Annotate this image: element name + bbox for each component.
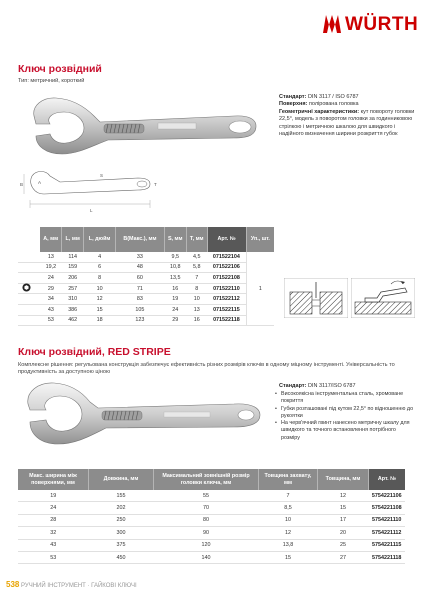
col-header: A, мм (40, 227, 62, 252)
brand-name: WÜRTH (345, 14, 419, 35)
col-header: Макс. ширина між поверхнями, мм (18, 469, 89, 490)
col-header: L, мм (62, 227, 84, 252)
col-header: Арт. № (369, 469, 406, 490)
feature-item: • Високоякісна інструментальна сталь, хромоване покриття (275, 391, 415, 406)
section2-table (18, 469, 405, 564)
col-header: Товщина, мм (318, 469, 369, 490)
adjustable-wrench-image (28, 94, 260, 164)
table-row: 53 450 140 15 27 5754221118 (18, 551, 405, 563)
col-header: Максимальний зовнішній розмір головки ключа, мм (154, 469, 259, 490)
section2-title: Ключ розвідний, RED STRIPE (18, 346, 171, 358)
col-header: L, дюйм (84, 227, 116, 252)
col-header: Уп., шт. (246, 227, 274, 252)
hex-nut-icon (22, 283, 31, 292)
table-row: 32 300 90 12 20 5754221112 (18, 527, 405, 539)
col-header: Довжина, мм (89, 469, 154, 490)
table-row: 13 114 4 33 9,5 4,5 071522104 1 (18, 252, 274, 262)
spec-geometry: Геометричні характеристики: кут повороту головки 22,5°, модель з поворотом головки за годинниковою стрілкою і метричною шкалою для швидкого і надійного визначення ширини розкриття губок (279, 108, 415, 138)
section1-title: Ключ розвідний (18, 63, 102, 75)
usage-pictogram-icon (284, 278, 348, 318)
pack-quantity: 1 (246, 252, 274, 326)
section1-subtitle: Тип: метричний, короткий (18, 78, 85, 84)
page-footer (6, 580, 137, 589)
drawing-label-t: T (154, 182, 157, 187)
section2-standard: Стандарт: DIN 3117/ISO 6787 (279, 383, 356, 389)
drawing-label-b: B (20, 182, 24, 187)
red-stripe-wrench-image (24, 378, 264, 450)
table-row: 24 206 8 60 13,5 7 071522108 (18, 273, 274, 284)
table-row: 28 250 80 10 17 5754221110 (18, 514, 405, 526)
wrench-technical-drawing (20, 166, 160, 214)
wurth-logo (323, 13, 419, 37)
table-row: 43 386 15 105 24 13 071522115 (18, 304, 274, 315)
wurth-logo-mark-icon (323, 15, 341, 33)
table-row: 43 375 120 13,8 25 5754221115 (18, 539, 405, 551)
picture-column-header (18, 227, 40, 252)
table-row: 24 202 70 8,5 15 5754221108 (18, 502, 405, 514)
section2-intro: Комплексне рішення: регульована конструкція забезпечує ефективність різних розмірів ключів в одному міцному інструменті. Універсальність то продуктивність за доступною ціною (18, 362, 395, 376)
page-number: 538 (6, 580, 20, 589)
table-row: 53 462 18 123 29 16 071522118 (18, 315, 274, 326)
spec-surface: Поверхня: полірована головка (279, 101, 359, 108)
drawing-label-a: A (38, 180, 42, 185)
feature-item: • Губки розташовані під кутом 22,5° по відношенню до рукоятки (275, 406, 415, 421)
table-row: 19 155 55 7 12 5754221106 (18, 490, 405, 502)
drawing-label-s: S (100, 173, 104, 178)
col-header: S, мм (164, 227, 186, 252)
usage-pictogram-icon (351, 278, 415, 318)
spec-standard: Стандарт: DIN 3117 / ISO 6787 (279, 94, 359, 100)
table-row: 29 257 10 71 16 8 071522110 (18, 283, 274, 294)
feature-item: • На черв'ячний гвинт нанесено метричну шкалу для швидкого та точного встановлення потрібного розміру (275, 420, 415, 442)
section1-specs (279, 94, 416, 138)
drawing-label-l: L (90, 208, 93, 213)
col-header: B(Макс.), мм (116, 227, 165, 252)
table-row: 19,2 159 6 48 10,8 5,8 071522106 (18, 262, 274, 273)
col-header: Арт. № (207, 227, 246, 252)
section2-features (275, 391, 415, 442)
col-header: T, мм (186, 227, 207, 252)
section1-table (18, 227, 274, 326)
table-row: 34 310 12 83 19 10 071522112 (18, 294, 274, 305)
footer-section-name: РУЧНИЙ ІНСТРУМЕНТ · ГАЙКОВІ КЛЮЧІ (21, 583, 137, 589)
col-header: Товщина захвату, мм (259, 469, 318, 490)
